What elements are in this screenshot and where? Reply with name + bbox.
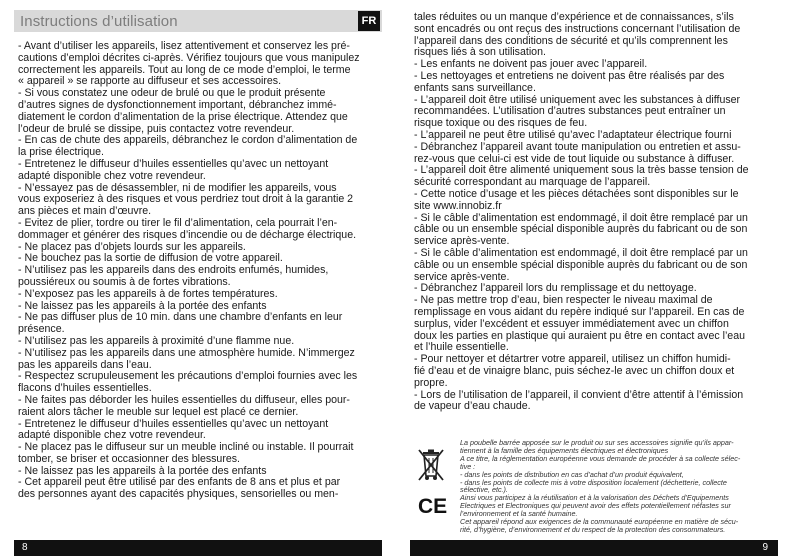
language-badge: FR xyxy=(358,11,380,31)
text-line: l’appareil dans des conditions de sécurité et qu’ils comprennent les xyxy=(414,34,728,47)
ce-mark-icon xyxy=(417,494,447,516)
text-line: - Ne laissez pas les appareils à la portée des enfants xyxy=(18,464,267,477)
text-line: fié d’eau et de vinaigre blanc, puis séchez-le avec un chiffon doux et xyxy=(414,364,735,377)
text-line: - L’appareil ne peut être utilisé qu’avec l’adaptateur électrique fourni xyxy=(414,128,732,141)
text-line: - Ne pas mettre trop d’eau, bien respecter le niveau maximal de xyxy=(414,294,713,307)
text-line: tomber, se briser et occasionner des blessures. xyxy=(18,452,240,465)
text-line: pas les appareils dans l’eau. xyxy=(18,358,152,371)
disposal-line: sélective, etc.). xyxy=(460,485,508,495)
text-line: - L’appareil doit être utilisé uniquement avec les substances à diffuser xyxy=(414,93,741,106)
disposal-line: A ce titre, la réglementation européenne vous demande de procéder à sa collecte sélec- xyxy=(460,453,741,463)
text-line: doux les parties en plastique qui auraient pu être en contact avec l’eau xyxy=(414,329,745,342)
text-line: ans pièces et main d’œuvre. xyxy=(18,205,152,218)
text-line: surplus, vider l’excédent et essuyer immédiatement avec un chiffon xyxy=(414,317,729,330)
footer-bar-left xyxy=(14,540,382,556)
text-line: - Pour nettoyer et détartrer votre appareil, utilisez un chiffon humidi- xyxy=(414,353,731,366)
text-line: - Si vous constatez une odeur de brulé ou que le produit présente xyxy=(18,87,326,100)
text-line: remplissage en vous aidant du repère indiqué sur l’appareil. En cas de xyxy=(414,305,745,318)
text-line: - Si le câble d’alimentation est endommagé, il doit être remplacé par un xyxy=(414,246,748,259)
text-line: - En cas de chute des appareils, débranchez le cordon d’alimentation de xyxy=(18,134,358,147)
text-line: « appareil » se rapporte au diffuseur et ses accessoires. xyxy=(18,75,282,88)
text-line: diatement le cordon d’alimentation de la prise électrique. Attendez que xyxy=(18,110,348,123)
text-line: - L’appareil doit être alimenté uniquement sous la très basse tension de xyxy=(414,164,749,177)
right-page-text xyxy=(414,12,776,413)
text-line: risques liés à son utilisation. xyxy=(414,46,546,59)
text-line: - Respectez scrupuleusement les précautions d’emploi fournies avec les xyxy=(18,370,358,383)
text-line: service après-vente. xyxy=(414,270,510,283)
text-line: service après-vente. xyxy=(414,235,510,248)
text-line: site www.innobiz.fr xyxy=(414,199,502,212)
text-line: poussiéreux ou soumis à de fortes vibrations. xyxy=(18,275,231,288)
text-line: adapté disponible chez votre revendeur. xyxy=(18,169,206,182)
text-line: raient alors tâcher le meuble sur lequel est placé ce dernier. xyxy=(18,405,299,418)
text-line: de vapeur d’eau chaude. xyxy=(414,400,531,413)
disposal-line: tive : xyxy=(460,461,476,471)
text-line: - N’utilisez pas les appareils dans une atmosphère humide. N’immergez xyxy=(18,346,355,359)
page-number-left: 8 xyxy=(22,542,28,553)
text-line: - Débranchez l’appareil lors du remplissage et du nettoyage. xyxy=(414,282,697,295)
text-line: cautions d’emploi décrites ci-après. Vérifiez toujours que vous manipulez xyxy=(18,51,360,64)
page-title: Instructions d’utilisation xyxy=(20,12,178,30)
disposal-notice xyxy=(460,439,772,534)
disposal-line: La poubelle barrée apposée sur le produit ou sur ses accessoires signifie qu’ils appar- xyxy=(460,438,734,447)
text-line: câble ou un ensemble spécial disponible auprès du fabricant ou de son xyxy=(414,258,748,271)
text-line: - N’utilisez pas les appareils dans des endroits enfumés, humides, xyxy=(18,264,329,277)
text-line: - Ne bouchez pas la sortie de diffusion de votre appareil. xyxy=(18,252,283,265)
disposal-line: - dans les points de collecte mis à votre disposition localement (déchetterie, collecte xyxy=(460,477,727,487)
text-line: - Ne faites pas déborder les huiles essentielles du diffuseur, elles pour- xyxy=(18,393,350,406)
disposal-line: - dans les points de distribution en cas d’achat d’un produit équivalent, xyxy=(460,469,684,479)
text-line: des personnes ayant des capacités physiques, sensorielles ou men- xyxy=(18,488,339,501)
text-line: - Les nettoyages et entretiens ne doivent pas être réalisés par des xyxy=(414,69,725,82)
text-line: - Entretenez le diffuseur d’huiles essentielles qu’avec un nettoyant xyxy=(18,417,329,430)
text-line: - Débranchez l’appareil avant toute manipulation ou entretien et assu- xyxy=(414,140,741,153)
text-line: - Lors de l’utilisation de l’appareil, il convient d’être attentif à l’émission xyxy=(414,388,744,401)
disposal-line: l’environnement et la santé humaine. xyxy=(460,509,578,519)
crossed-bin-icon xyxy=(416,446,446,484)
text-line: propre. xyxy=(414,376,448,389)
text-line: risque toxique ou des risques de feu. xyxy=(414,117,588,130)
disposal-line: Ainsi vous participez à la réutilisation et à la valorisation des Déchets d’Equipements xyxy=(460,493,729,503)
ce-mark-text: CE xyxy=(418,495,447,516)
text-line: enfants sans surveillance. xyxy=(414,81,536,94)
text-line: - Avant d’utiliser les appareils, lisez attentivement et conservez les pré- xyxy=(18,40,350,52)
text-line: tales réduites ou un manque d’expérience et de connaissances, s’ils xyxy=(414,11,734,23)
text-line: recommandées. L’utilisation d’autres substances peut entraîner un xyxy=(414,105,726,118)
right-page xyxy=(396,0,792,558)
header-bar xyxy=(14,10,382,32)
text-line: - Ne placez pas d’objets lourds sur les appareils. xyxy=(18,240,246,253)
page-number-right: 9 xyxy=(762,542,768,553)
text-line: flacons d’huiles essentielles. xyxy=(18,382,152,395)
text-line: présence. xyxy=(18,323,65,336)
text-line: sécurité correspondant au marquage de l’appareil. xyxy=(414,176,651,189)
text-line: sont encadrés ou ont reçus des instructions concernant l’utilisation de xyxy=(414,22,741,35)
text-line: l’odeur de brulé se dissipe, puis contactez votre revendeur. xyxy=(18,122,295,135)
text-line: - N’utilisez pas les appareils à proximité d’une flamme nue. xyxy=(18,334,295,347)
text-line: - Cet appareil peut être utilisé par des enfants de 8 ans et plus et par xyxy=(18,476,341,489)
left-page-text xyxy=(18,41,378,501)
text-line: - N’essayez pas de désassembler, ni de modifier les appareils, vous xyxy=(18,181,337,194)
text-line: - Si le câble d’alimentation est endommagé, il doit être remplacé par un xyxy=(414,211,748,224)
text-line: - Cette notice d’usage et les pièces détachées sont disponibles sur le xyxy=(414,187,739,200)
text-line: - Entretenez le diffuseur d’huiles essentielles qu’avec un nettoyant xyxy=(18,157,329,170)
footer-bar-right xyxy=(410,540,778,556)
disposal-line: rité, d’hygiène, d’environnement et du respect de la protection des consommateurs. xyxy=(460,524,726,534)
disposal-line: tiennent à la famille des équipements électriques et électroniques xyxy=(460,445,669,455)
text-line: - Ne placez pas le diffuseur sur un meuble incliné ou instable. Il pourrait xyxy=(18,441,354,454)
text-line: - Evitez de plier, tordre ou tirer le fil d’alimentation, cela pourrait l’en- xyxy=(18,216,338,229)
text-line: rez-vous que celui-ci est vide de tout liquide ou substance à diffuser. xyxy=(414,152,735,165)
text-line: - N’exposez pas les appareils à de fortes températures. xyxy=(18,287,278,300)
text-line: adapté disponible chez votre revendeur. xyxy=(18,429,206,442)
text-line: vous exposeriez à des risques et vous perdriez tout droit à la garantie 2 xyxy=(18,193,354,206)
disposal-line: Cet appareil répond aux exigences de la communauté européenne en matière de sécu- xyxy=(460,517,739,527)
disposal-line: Electriques et Electroniques qui peuvent avoir des effets potentiellement néfastes sur xyxy=(460,501,731,511)
text-line: - Ne pas diffuser plus de 10 min. dans une chambre d’enfants en leur xyxy=(18,311,343,324)
text-line: et l’huile essentielle. xyxy=(414,341,509,354)
text-line: d’autres signes de dysfonctionnement important, débranchez immé- xyxy=(18,98,337,111)
text-line: câble ou un ensemble spécial disponible auprès du fabricant ou de son xyxy=(414,223,748,236)
text-line: la prise électrique. xyxy=(18,146,104,159)
text-line: correctement les appareils. Tout au long de ce mode d’emploi, le terme xyxy=(18,63,351,76)
text-line: dommager et générer des risques d’incendie ou de décharge électrique. xyxy=(18,228,357,241)
text-line: - Ne laissez pas les appareils à la portée des enfants xyxy=(18,299,267,312)
text-line: - Les enfants ne doivent pas jouer avec l’appareil. xyxy=(414,58,648,71)
